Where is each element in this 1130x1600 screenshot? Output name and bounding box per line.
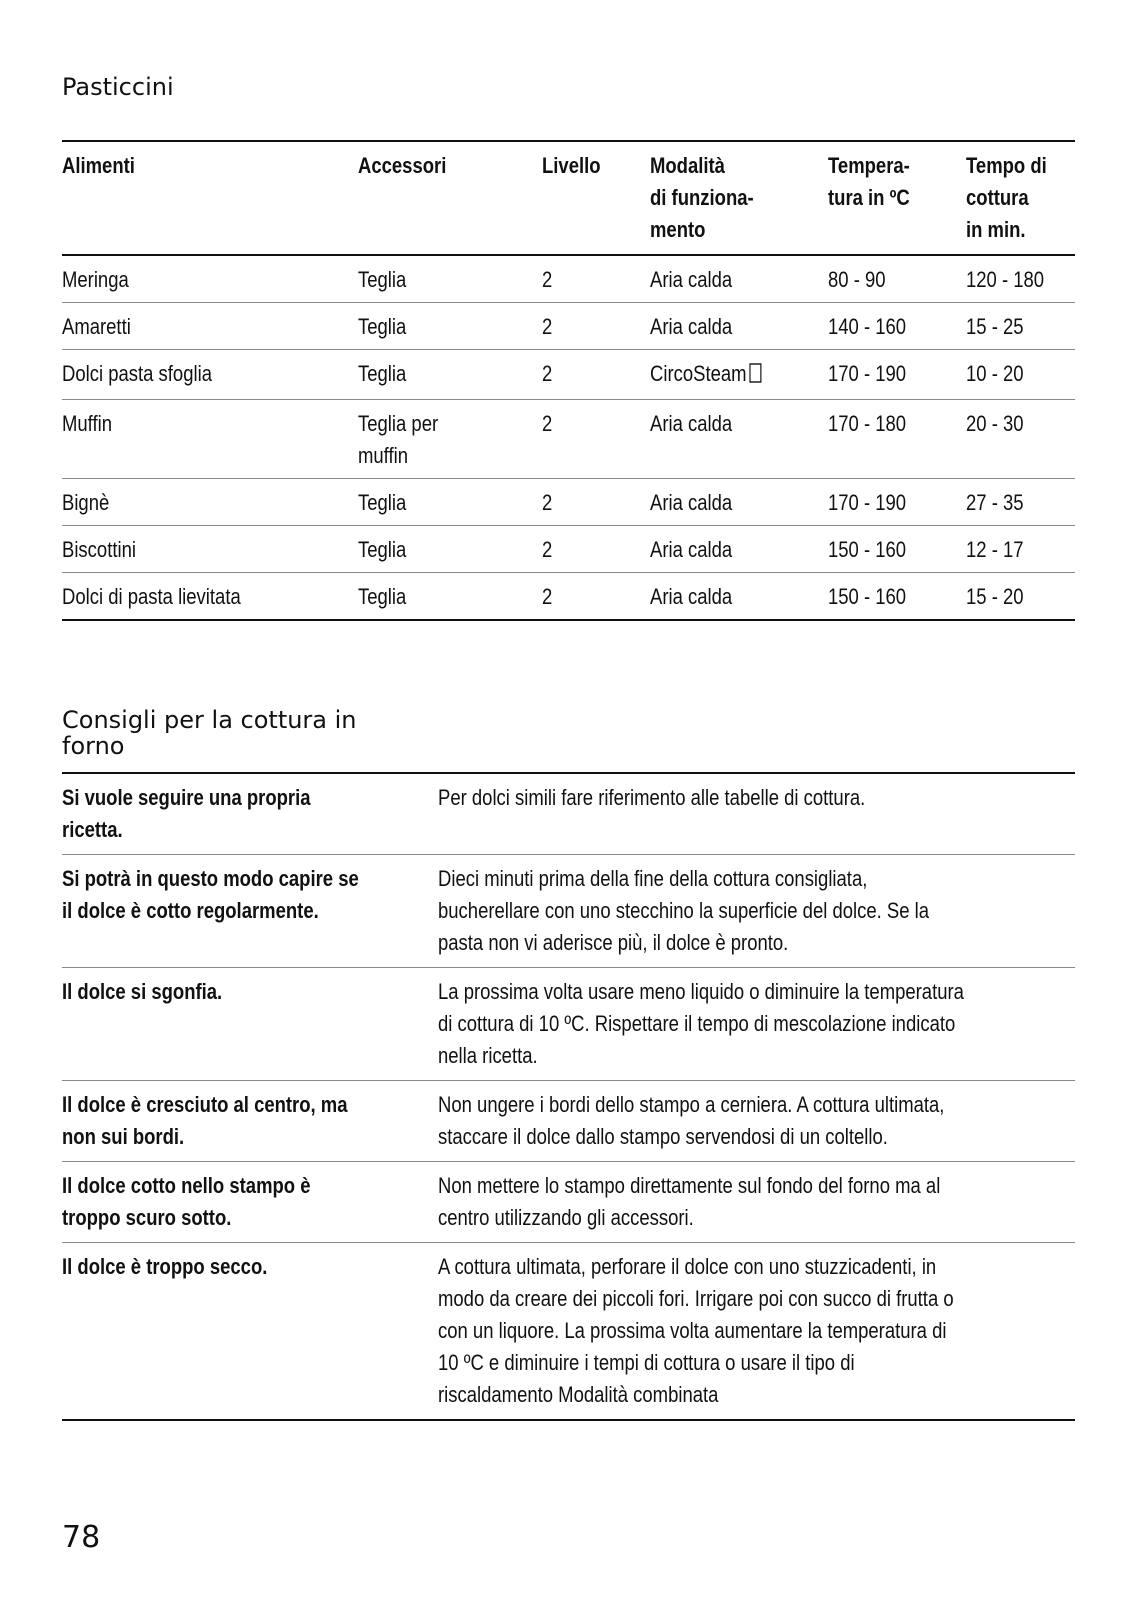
tip-row	[62, 967, 1075, 1080]
food-cell: Muffin	[62, 411, 112, 436]
time-cell: 27 - 35	[966, 490, 1024, 515]
table-row	[62, 478, 1075, 525]
tip-answer: Non ungere i bordi dello stampo a cerniera. A cottura ultimata, staccare il dolce dallo stampo servendosi di un coltello.	[438, 1092, 945, 1149]
mode-cell: Aria calda	[650, 314, 733, 339]
mode-cell: Aria calda	[650, 537, 733, 562]
accessory-cell: Teglia	[358, 314, 407, 339]
tip-question: Il dolce cotto nello stampo è troppo scuro sotto.	[62, 1173, 311, 1230]
mode-cell: Aria calda	[650, 411, 733, 436]
time-cell: 15 - 20	[966, 584, 1024, 609]
accessory-cell: Teglia	[358, 537, 407, 562]
header-accessori: Accessori	[358, 153, 447, 178]
page-number: 78	[62, 1520, 101, 1555]
time-cell: 10 - 20	[966, 361, 1024, 386]
temp-cell: 80 - 90	[828, 267, 886, 292]
level-cell: 2	[542, 361, 553, 386]
pasticcini-table	[62, 140, 1075, 621]
header-alimenti: Alimenti	[62, 153, 135, 178]
header-temperatura: Tempera- tura in ºC	[828, 153, 910, 210]
accessory-cell: Teglia	[358, 490, 407, 515]
mode-cell	[650, 358, 800, 393]
table-row	[62, 256, 1075, 302]
accessory-cell: Teglia	[358, 267, 407, 292]
tip-row	[62, 854, 1075, 967]
tip-answer: A cottura ultimata, perforare il dolce con uno stuzzicadenti, in modo da creare dei piccoli fori. Irrigare poi con succo di frutta o con un liquore. La prossima volta aumentare la temperatura di 10 ºC e diminuire i tempi di cottura o usare il tipo di riscaldamento Modalità combinata	[438, 1254, 954, 1407]
tip-row	[62, 774, 1075, 854]
tip-question: Il dolce è cresciuto al centro, ma non sui bordi.	[62, 1092, 348, 1149]
level-cell: 2	[542, 411, 553, 436]
tip-answer: Per dolci simili fare riferimento alle tabelle di cottura.	[438, 785, 866, 810]
table-row	[62, 399, 1075, 478]
section-title-consigli: Consigli per la cottura in forno	[62, 706, 357, 760]
tip-row	[62, 1161, 1075, 1242]
time-cell: 120 - 180	[966, 267, 1045, 292]
temp-cell: 140 - 160	[828, 314, 907, 339]
tip-question: Il dolce si sgonfia.	[62, 979, 223, 1004]
level-cell: 2	[542, 584, 553, 609]
table-row	[62, 572, 1075, 619]
tip-question: Si vuole seguire una propria ricetta.	[62, 785, 311, 842]
time-cell: 15 - 25	[966, 314, 1024, 339]
table-header	[62, 142, 1075, 256]
table-row	[62, 525, 1075, 572]
circosteam-icon	[749, 361, 762, 393]
tip-row	[62, 1242, 1075, 1419]
food-cell: Amaretti	[62, 314, 131, 339]
temp-cell: 170 - 180	[828, 411, 907, 436]
temp-cell: 150 - 160	[828, 584, 907, 609]
header-modalita: Modalità di funziona- mento	[650, 153, 754, 242]
temp-cell: 150 - 160	[828, 537, 907, 562]
temp-cell: 170 - 190	[828, 490, 907, 515]
table-row	[62, 349, 1075, 399]
time-cell: 12 - 17	[966, 537, 1024, 562]
tip-question: Si potrà in questo modo capire se il dolce è cotto regolarmente.	[62, 866, 359, 923]
food-cell: Dolci di pasta lievitata	[62, 584, 241, 609]
header-tempo: Tempo di cottura in min.	[966, 153, 1047, 242]
food-cell: Bignè	[62, 490, 110, 515]
mode-cell: Aria calda	[650, 490, 733, 515]
mode-label: CircoSteam	[650, 361, 747, 386]
time-cell: 20 - 30	[966, 411, 1024, 436]
tip-row	[62, 1080, 1075, 1161]
food-cell: Biscottini	[62, 537, 136, 562]
accessory-cell-line2: muffin	[358, 443, 408, 468]
tip-answer: Dieci minuti prima della fine della cottura consigliata, bucherellare con uno stecchino la superficie del dolce. Se la pasta non vi aderisce più, il dolce è pronto.	[438, 866, 930, 955]
mode-cell: Aria calda	[650, 584, 733, 609]
level-cell: 2	[542, 267, 553, 292]
level-cell: 2	[542, 314, 553, 339]
header-livello: Livello	[542, 153, 601, 178]
tip-answer: Non mettere lo stampo direttamente sul fondo del forno ma al centro utilizzando gli accessori.	[438, 1173, 941, 1230]
food-cell: Dolci pasta sfoglia	[62, 361, 212, 386]
level-cell: 2	[542, 490, 553, 515]
consigli-table	[62, 772, 1075, 1421]
tip-question: Il dolce è troppo secco.	[62, 1254, 268, 1279]
table-row	[62, 302, 1075, 349]
accessory-cell: Teglia per	[358, 411, 439, 436]
document-page	[62, 0, 1075, 1600]
tip-answer: La prossima volta usare meno liquido o diminuire la temperatura di cottura di 10 ºC. Rispettare il tempo di mescolazione indicato nella ricetta.	[438, 979, 964, 1068]
accessory-cell: Teglia	[358, 361, 407, 386]
level-cell: 2	[542, 537, 553, 562]
section-title-pasticcini: Pasticcini	[62, 73, 174, 101]
temp-cell: 170 - 190	[828, 361, 907, 386]
mode-cell: Aria calda	[650, 267, 733, 292]
accessory-cell: Teglia	[358, 584, 407, 609]
food-cell: Meringa	[62, 267, 129, 292]
